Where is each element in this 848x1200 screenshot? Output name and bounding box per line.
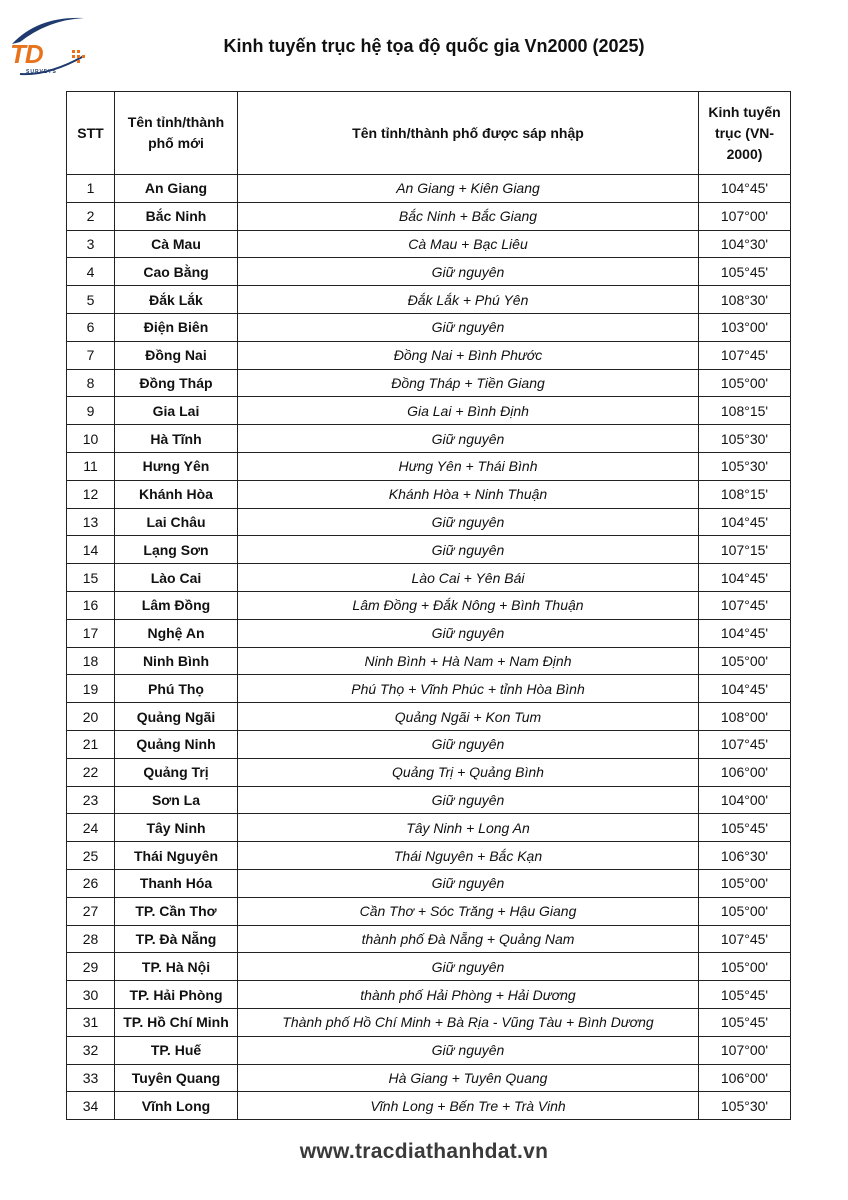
table-row: [67, 842, 791, 870]
cell-merged: Giữ nguyên: [238, 508, 699, 536]
table-row: [67, 230, 791, 258]
cell-new-name: Gia Lai: [115, 397, 238, 425]
cell-new-name: Thanh Hóa: [115, 869, 238, 897]
cell-stt: 8: [67, 369, 115, 397]
cell-stt: 23: [67, 786, 115, 814]
cell-stt: 32: [67, 1036, 115, 1064]
cell-meridian: 107°45': [699, 730, 791, 758]
cell-meridian: 105°00': [699, 869, 791, 897]
cell-new-name: An Giang: [115, 175, 238, 203]
cell-stt: 16: [67, 591, 115, 619]
cell-new-name: TP. Hải Phòng: [115, 981, 238, 1009]
table-row: [67, 564, 791, 592]
cell-merged: Đồng Nai + Bình Phước: [238, 341, 699, 369]
cell-merged: Hà Giang + Tuyên Quang: [238, 1064, 699, 1092]
table-row: [67, 202, 791, 230]
cell-new-name: Khánh Hòa: [115, 480, 238, 508]
cell-merged: Giữ nguyên: [238, 730, 699, 758]
cell-stt: 6: [67, 313, 115, 341]
cell-new-name: Hưng Yên: [115, 452, 238, 480]
cell-meridian: 105°30': [699, 452, 791, 480]
cell-stt: 10: [67, 425, 115, 453]
cell-new-name: Nghệ An: [115, 619, 238, 647]
cell-merged: Giữ nguyên: [238, 1036, 699, 1064]
cell-merged: Giữ nguyên: [238, 953, 699, 981]
cell-merged: Thành phố Hồ Chí Minh + Bà Rịa - Vũng Tàu + Bình Dương: [238, 1008, 699, 1036]
cell-new-name: TP. Cần Thơ: [115, 897, 238, 925]
cell-merged: Thái Nguyên + Bắc Kạn: [238, 842, 699, 870]
cell-merged: Lâm Đồng + Đắk Nông + Bình Thuận: [238, 591, 699, 619]
cell-merged: thành phố Đà Nẵng + Quảng Nam: [238, 925, 699, 953]
cell-new-name: Lâm Đồng: [115, 591, 238, 619]
table-row: [67, 313, 791, 341]
cell-meridian: 105°30': [699, 425, 791, 453]
cell-stt: 33: [67, 1064, 115, 1092]
cell-new-name: Lào Cai: [115, 564, 238, 592]
cell-meridian: 108°15': [699, 397, 791, 425]
cell-stt: 34: [67, 1092, 115, 1120]
cell-meridian: 108°30': [699, 286, 791, 314]
cell-meridian: 105°00': [699, 897, 791, 925]
cell-merged: Quảng Trị + Quảng Bình: [238, 758, 699, 786]
cell-merged: Giữ nguyên: [238, 425, 699, 453]
cell-meridian: 104°30': [699, 230, 791, 258]
cell-merged: Giữ nguyên: [238, 313, 699, 341]
cell-meridian: 104°45': [699, 675, 791, 703]
cell-meridian: 108°15': [699, 480, 791, 508]
logo-text: TD: [10, 39, 43, 69]
cell-meridian: 107°45': [699, 341, 791, 369]
table-row: [67, 175, 791, 203]
cell-merged: Vĩnh Long + Bến Tre + Trà Vinh: [238, 1092, 699, 1120]
cell-stt: 20: [67, 703, 115, 731]
website-footer: www.tracdiathanhdat.vn: [299, 1140, 549, 1163]
cell-new-name: Cao Bằng: [115, 258, 238, 286]
table-row: [67, 508, 791, 536]
cell-stt: 17: [67, 619, 115, 647]
cell-merged: An Giang + Kiên Giang: [238, 175, 699, 203]
cell-meridian: 105°45': [699, 1008, 791, 1036]
table-row: [67, 1036, 791, 1064]
cell-new-name: Tuyên Quang: [115, 1064, 238, 1092]
cell-stt: 21: [67, 730, 115, 758]
table-row: [67, 1092, 791, 1120]
cell-merged: Đồng Tháp + Tiền Giang: [238, 369, 699, 397]
cell-stt: 1: [67, 175, 115, 203]
table-header-row: [67, 92, 791, 175]
table-row: [67, 925, 791, 953]
cell-stt: 30: [67, 981, 115, 1009]
table-row: [67, 786, 791, 814]
cell-meridian: 107°00': [699, 1036, 791, 1064]
cell-meridian: 105°30': [699, 1092, 791, 1120]
cell-new-name: TP. Hồ Chí Minh: [115, 1008, 238, 1036]
cell-stt: 27: [67, 897, 115, 925]
table-row: [67, 758, 791, 786]
cell-new-name: TP. Huế: [115, 1036, 238, 1064]
cell-stt: 18: [67, 647, 115, 675]
cell-merged: Giữ nguyên: [238, 536, 699, 564]
cell-new-name: Ninh Bình: [115, 647, 238, 675]
cell-merged: Ninh Bình + Hà Nam + Nam Định: [238, 647, 699, 675]
table-row: [67, 425, 791, 453]
cell-merged: Bắc Ninh + Bắc Giang: [238, 202, 699, 230]
table-row: [67, 286, 791, 314]
logo-subtext: SURVEYS: [26, 69, 57, 75]
cell-meridian: 107°00': [699, 202, 791, 230]
meridian-table: [66, 91, 791, 1120]
table-row: [67, 397, 791, 425]
table-row: [67, 730, 791, 758]
cell-meridian: 105°00': [699, 647, 791, 675]
cell-new-name: Quảng Ngãi: [115, 703, 238, 731]
header-merged: Tên tỉnh/thành phố được sáp nhập: [238, 92, 699, 175]
cell-new-name: Phú Thọ: [115, 675, 238, 703]
cell-stt: 4: [67, 258, 115, 286]
cell-stt: 14: [67, 536, 115, 564]
cell-new-name: Đồng Tháp: [115, 369, 238, 397]
table-row: [67, 1064, 791, 1092]
cell-new-name: Vĩnh Long: [115, 1092, 238, 1120]
table-row: [67, 647, 791, 675]
page-title: Kinh tuyến trục hệ tọa độ quốc gia Vn2000 (2025): [223, 36, 645, 56]
cell-meridian: 103°00': [699, 313, 791, 341]
cell-meridian: 104°45': [699, 508, 791, 536]
cell-new-name: Đắk Lắk: [115, 286, 238, 314]
table-row: [67, 591, 791, 619]
cell-new-name: Cà Mau: [115, 230, 238, 258]
cell-new-name: Quảng Trị: [115, 758, 238, 786]
table-row: [67, 1008, 791, 1036]
table-row: [67, 897, 791, 925]
table-row: [67, 619, 791, 647]
cell-stt: 28: [67, 925, 115, 953]
table-row: [67, 869, 791, 897]
cell-stt: 22: [67, 758, 115, 786]
cell-stt: 9: [67, 397, 115, 425]
cell-meridian: 104°00': [699, 786, 791, 814]
cell-merged: Hưng Yên + Thái Bình: [238, 452, 699, 480]
cell-meridian: 106°00': [699, 1064, 791, 1092]
table-row: [67, 675, 791, 703]
cell-new-name: Tây Ninh: [115, 814, 238, 842]
cell-new-name: Hà Tĩnh: [115, 425, 238, 453]
cell-meridian: 106°30': [699, 842, 791, 870]
header-new-name: Tên tỉnh/thành phố mới: [115, 92, 238, 175]
cell-stt: 31: [67, 1008, 115, 1036]
cell-merged: Khánh Hòa + Ninh Thuận: [238, 480, 699, 508]
cell-meridian: 104°45': [699, 564, 791, 592]
table-row: [67, 341, 791, 369]
table-row: [67, 480, 791, 508]
cell-stt: 19: [67, 675, 115, 703]
header-meridian: Kinh tuyến trục (VN-2000): [699, 92, 791, 175]
cell-new-name: Bắc Ninh: [115, 202, 238, 230]
cell-meridian: 105°45': [699, 258, 791, 286]
cell-new-name: Quảng Ninh: [115, 730, 238, 758]
cell-merged: Cần Thơ + Sóc Trăng + Hậu Giang: [238, 897, 699, 925]
cell-stt: 2: [67, 202, 115, 230]
cell-meridian: 105°45': [699, 814, 791, 842]
cell-stt: 5: [67, 286, 115, 314]
cell-meridian: 108°00': [699, 703, 791, 731]
cell-merged: Giữ nguyên: [238, 258, 699, 286]
table-body: [67, 175, 791, 1120]
cell-meridian: 107°45': [699, 925, 791, 953]
cell-meridian: 107°15': [699, 536, 791, 564]
cell-merged: Giữ nguyên: [238, 786, 699, 814]
cell-meridian: 105°45': [699, 981, 791, 1009]
table-row: [67, 369, 791, 397]
cell-new-name: Đồng Nai: [115, 341, 238, 369]
header-stt: STT: [67, 92, 115, 175]
cell-stt: 7: [67, 341, 115, 369]
cell-merged: Cà Mau + Bạc Liêu: [238, 230, 699, 258]
cell-meridian: 104°45': [699, 619, 791, 647]
table-row: [67, 452, 791, 480]
cell-stt: 3: [67, 230, 115, 258]
cell-new-name: TP. Đà Nẵng: [115, 925, 238, 953]
cell-new-name: Thái Nguyên: [115, 842, 238, 870]
cell-stt: 26: [67, 869, 115, 897]
cell-meridian: 107°45': [699, 591, 791, 619]
cell-merged: Quảng Ngãi + Kon Tum: [238, 703, 699, 731]
table-header: [67, 92, 791, 175]
cell-meridian: 105°00': [699, 953, 791, 981]
table-row: [67, 953, 791, 981]
cell-merged: Giữ nguyên: [238, 869, 699, 897]
cell-stt: 12: [67, 480, 115, 508]
cell-meridian: 104°45': [699, 175, 791, 203]
cell-merged: Đắk Lắk + Phú Yên: [238, 286, 699, 314]
cell-stt: 15: [67, 564, 115, 592]
cell-stt: 11: [67, 452, 115, 480]
cell-stt: 24: [67, 814, 115, 842]
cell-merged: thành phố Hải Phòng + Hải Dương: [238, 981, 699, 1009]
table-row: [67, 814, 791, 842]
cell-new-name: Lai Châu: [115, 508, 238, 536]
cell-merged: Gia Lai + Bình Định: [238, 397, 699, 425]
cell-merged: Tây Ninh + Long An: [238, 814, 699, 842]
cell-meridian: 105°00': [699, 369, 791, 397]
cell-new-name: Sơn La: [115, 786, 238, 814]
cell-new-name: Điện Biên: [115, 313, 238, 341]
cell-merged: Giữ nguyên: [238, 619, 699, 647]
cell-stt: 25: [67, 842, 115, 870]
table-row: [67, 258, 791, 286]
table-row: [67, 536, 791, 564]
cell-merged: Phú Thọ + Vĩnh Phúc + tỉnh Hòa Bình: [238, 675, 699, 703]
cell-merged: Lào Cai + Yên Bái: [238, 564, 699, 592]
cell-stt: 13: [67, 508, 115, 536]
table-row: [67, 981, 791, 1009]
cell-new-name: TP. Hà Nội: [115, 953, 238, 981]
cell-new-name: Lạng Sơn: [115, 536, 238, 564]
cell-stt: 29: [67, 953, 115, 981]
table-row: [67, 703, 791, 731]
cell-meridian: 106°00': [699, 758, 791, 786]
